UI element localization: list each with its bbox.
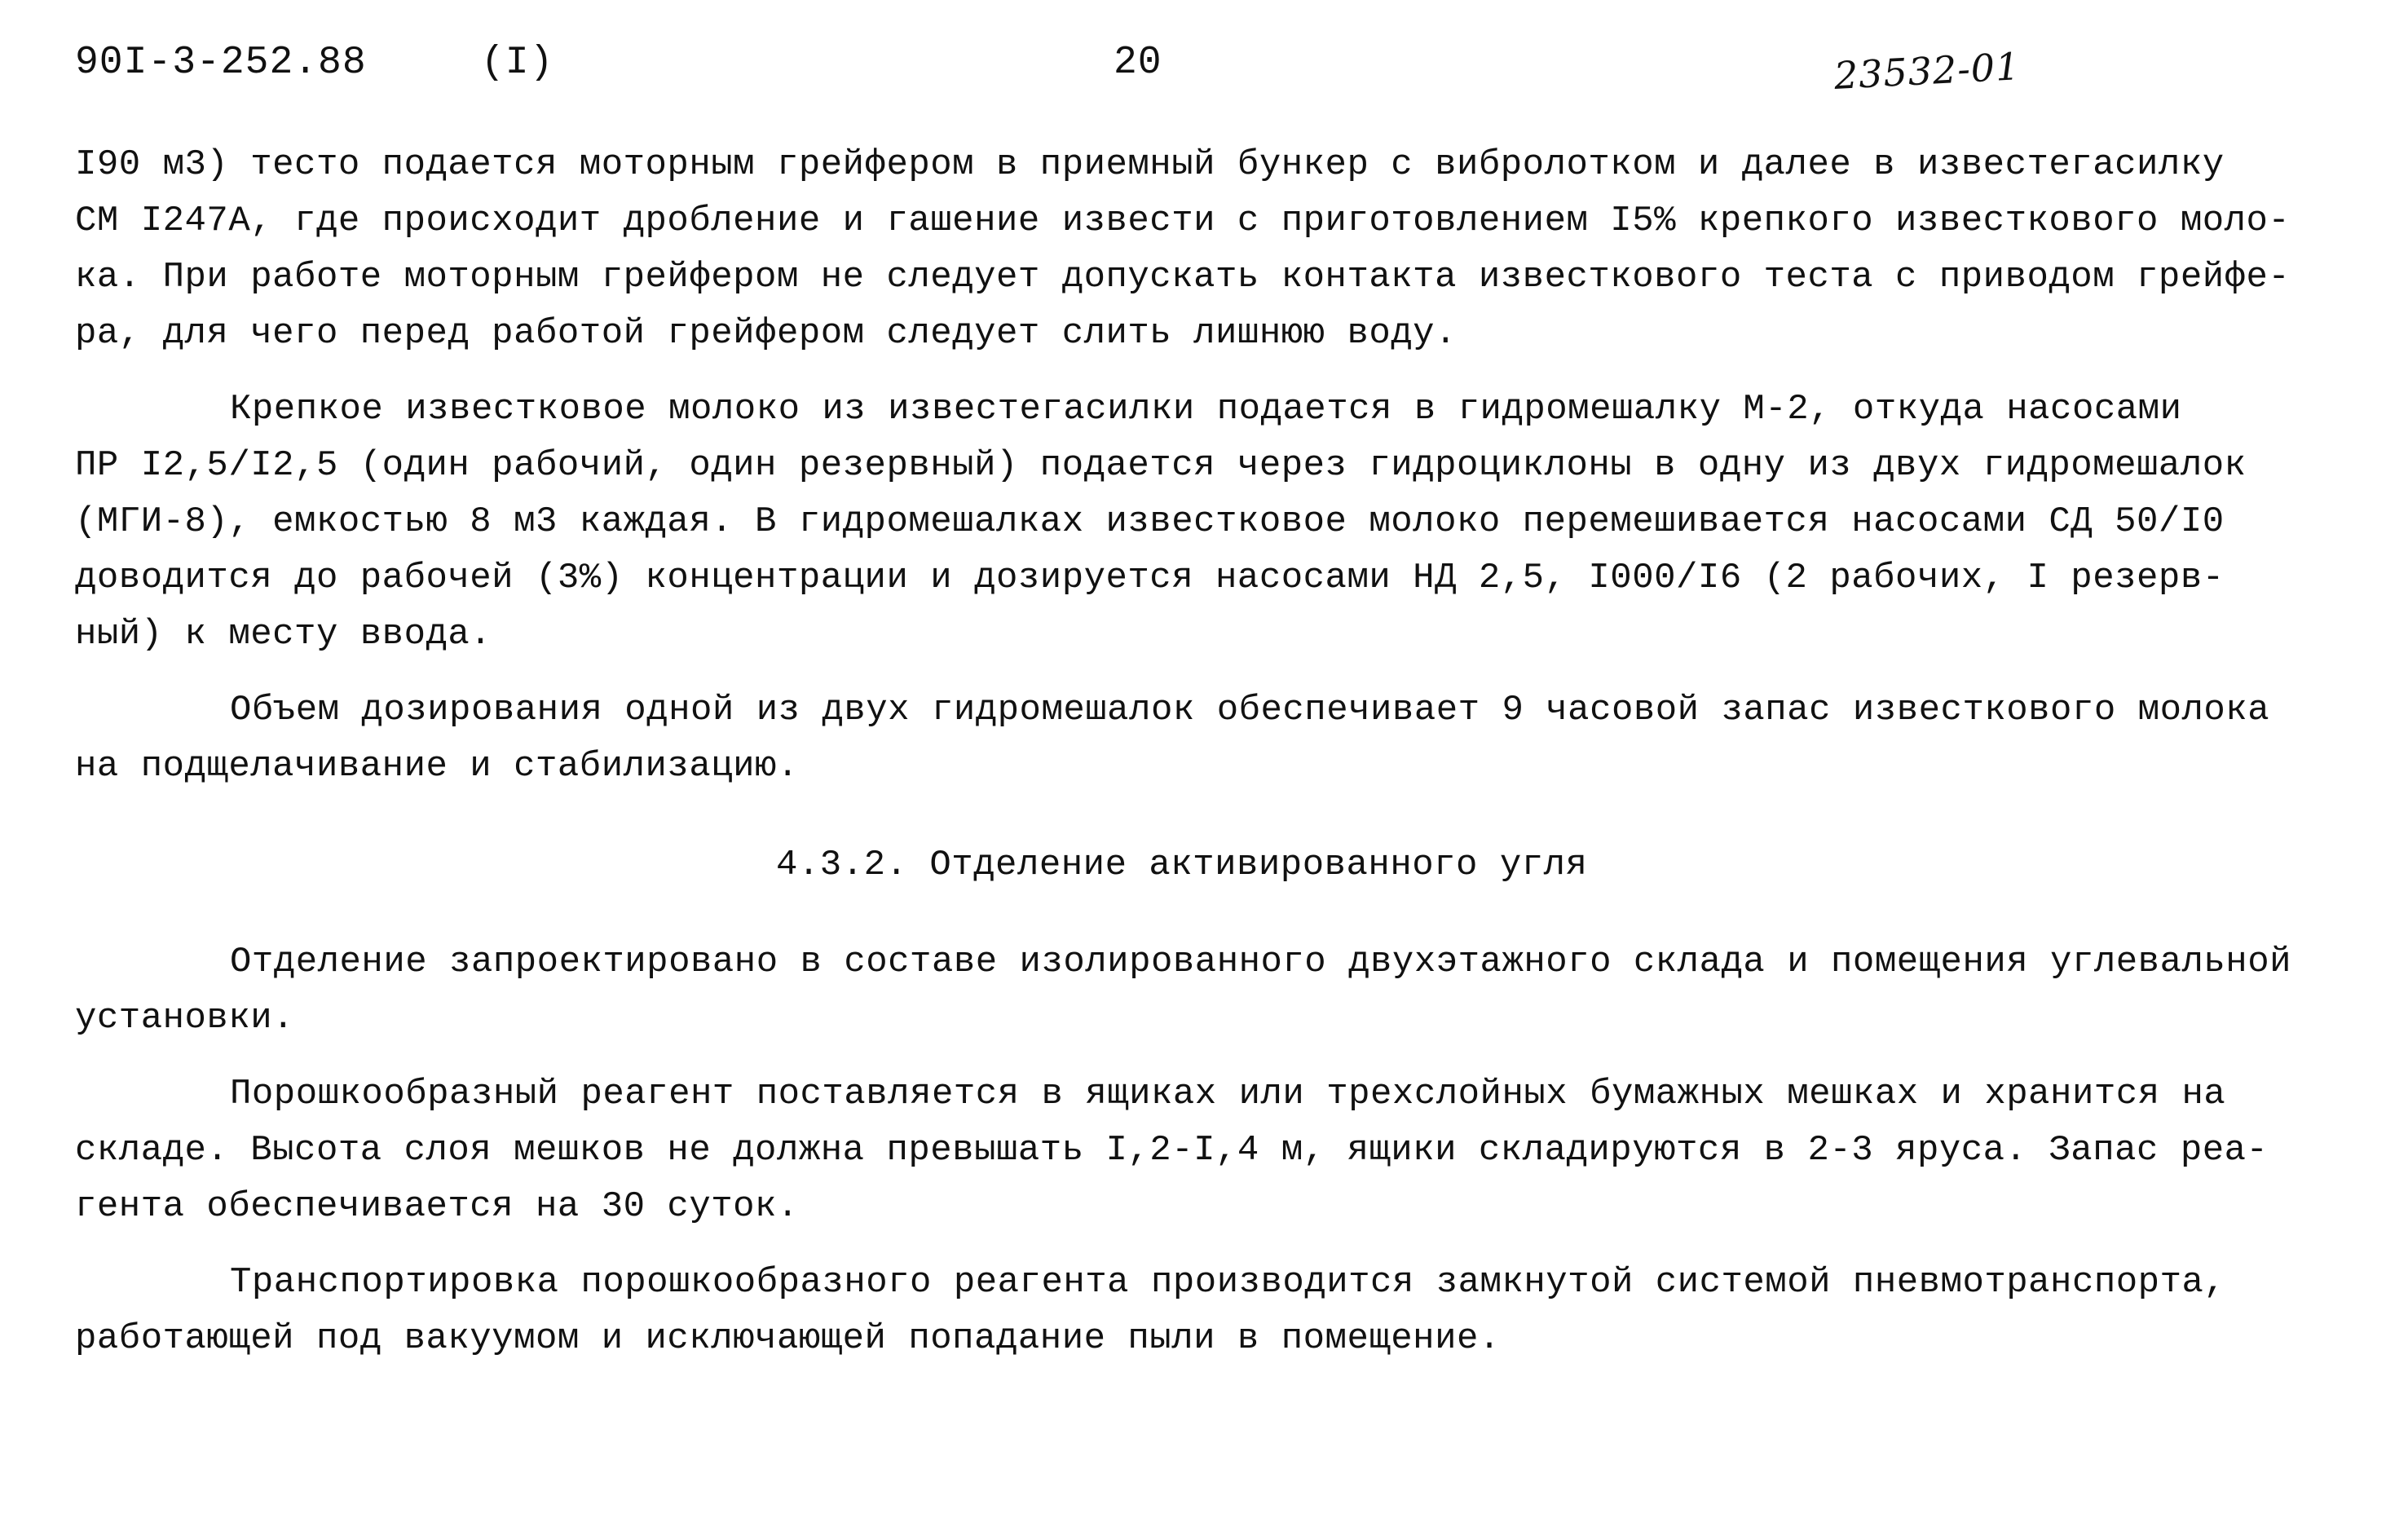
sheet-number: (I) bbox=[481, 41, 554, 85]
text-line: ра, для чего перед работой грейфером следует слить лишнюю воду. bbox=[75, 313, 1457, 354]
page-number: 20 bbox=[1114, 41, 1162, 85]
text-line: СМ I247А, где происходит дробление и гашение извести с приготовлением I5% крепкого известкового моло- bbox=[75, 201, 2291, 241]
paragraph-department bbox=[75, 934, 2357, 1047]
paragraph-lime-milk bbox=[75, 382, 2357, 663]
text-line: I90 м3) тесто подается моторным грейфером в приемный бункер с вибролотком и далее в известегасилку bbox=[75, 144, 2225, 185]
document-body bbox=[75, 137, 2357, 1367]
text-line: работающей под вакуумом и исключающей попадание пыли в помещение. bbox=[75, 1318, 1501, 1359]
text-line: Порошкообразный реагент поставляется в ящиках или трехслойных бумажных мешках и хранится на bbox=[230, 1074, 2226, 1114]
section-title: 4.3.2. Отделение активированного угля bbox=[776, 845, 1588, 885]
text-line: Транспортировка порошкообразного реагента производится замкнутой системой пневмотранспорта, bbox=[230, 1262, 2226, 1303]
inventory-number: 23532-01 bbox=[1832, 44, 2022, 98]
text-line: (МГИ-8), емкостью 8 м3 каждая. В гидромешалках известковое молоко перемешивается насосами СД 50/I0 bbox=[75, 501, 2225, 542]
text-line: установки. bbox=[75, 998, 295, 1039]
paragraph-lime-dough bbox=[75, 137, 2357, 362]
paragraph-reagent-storage bbox=[75, 1066, 2357, 1235]
paragraph-dosing-volume bbox=[75, 682, 2357, 795]
text-line: ПР I2,5/I2,5 (один рабочий, один резервный) подается через гидроциклоны в одну из двух гидромешалок bbox=[75, 445, 2247, 486]
document-code: 90I-3-252.88 bbox=[75, 41, 367, 85]
text-line: на подщелачивание и стабилизацию. bbox=[75, 746, 799, 787]
text-line: Отделение запроектировано в составе изолированного двухэтажного склада и помещения углевальной bbox=[230, 942, 2292, 982]
text-line: доводится до рабочей (3%) концентрации и дозируется насосами НД 2,5, I000/I6 (2 рабочих, I резерв- bbox=[75, 558, 2225, 598]
text-line: складе. Высота слоя мешков не должна превышать I,2-I,4 м, ящики складируются в 2-3 яруса. Запас реа- bbox=[75, 1130, 2269, 1171]
text-line: гента обеспечивается на 30 суток. bbox=[75, 1186, 799, 1227]
paragraph-transport bbox=[75, 1255, 2357, 1367]
text-line: ка. При работе моторным грейфером не следует допускать контакта известкового теста с приводом грейфе- bbox=[75, 257, 2291, 298]
text-line: Объем дозирования одной из двух гидромешалок обеспечивает 9 часовой запас известкового молока bbox=[230, 690, 2270, 730]
text-line: Крепкое известковое молоко из известегасилки подается в гидромешалку М-2, откуда насосами bbox=[230, 389, 2182, 430]
text-line: ный) к месту ввода. bbox=[75, 614, 492, 655]
